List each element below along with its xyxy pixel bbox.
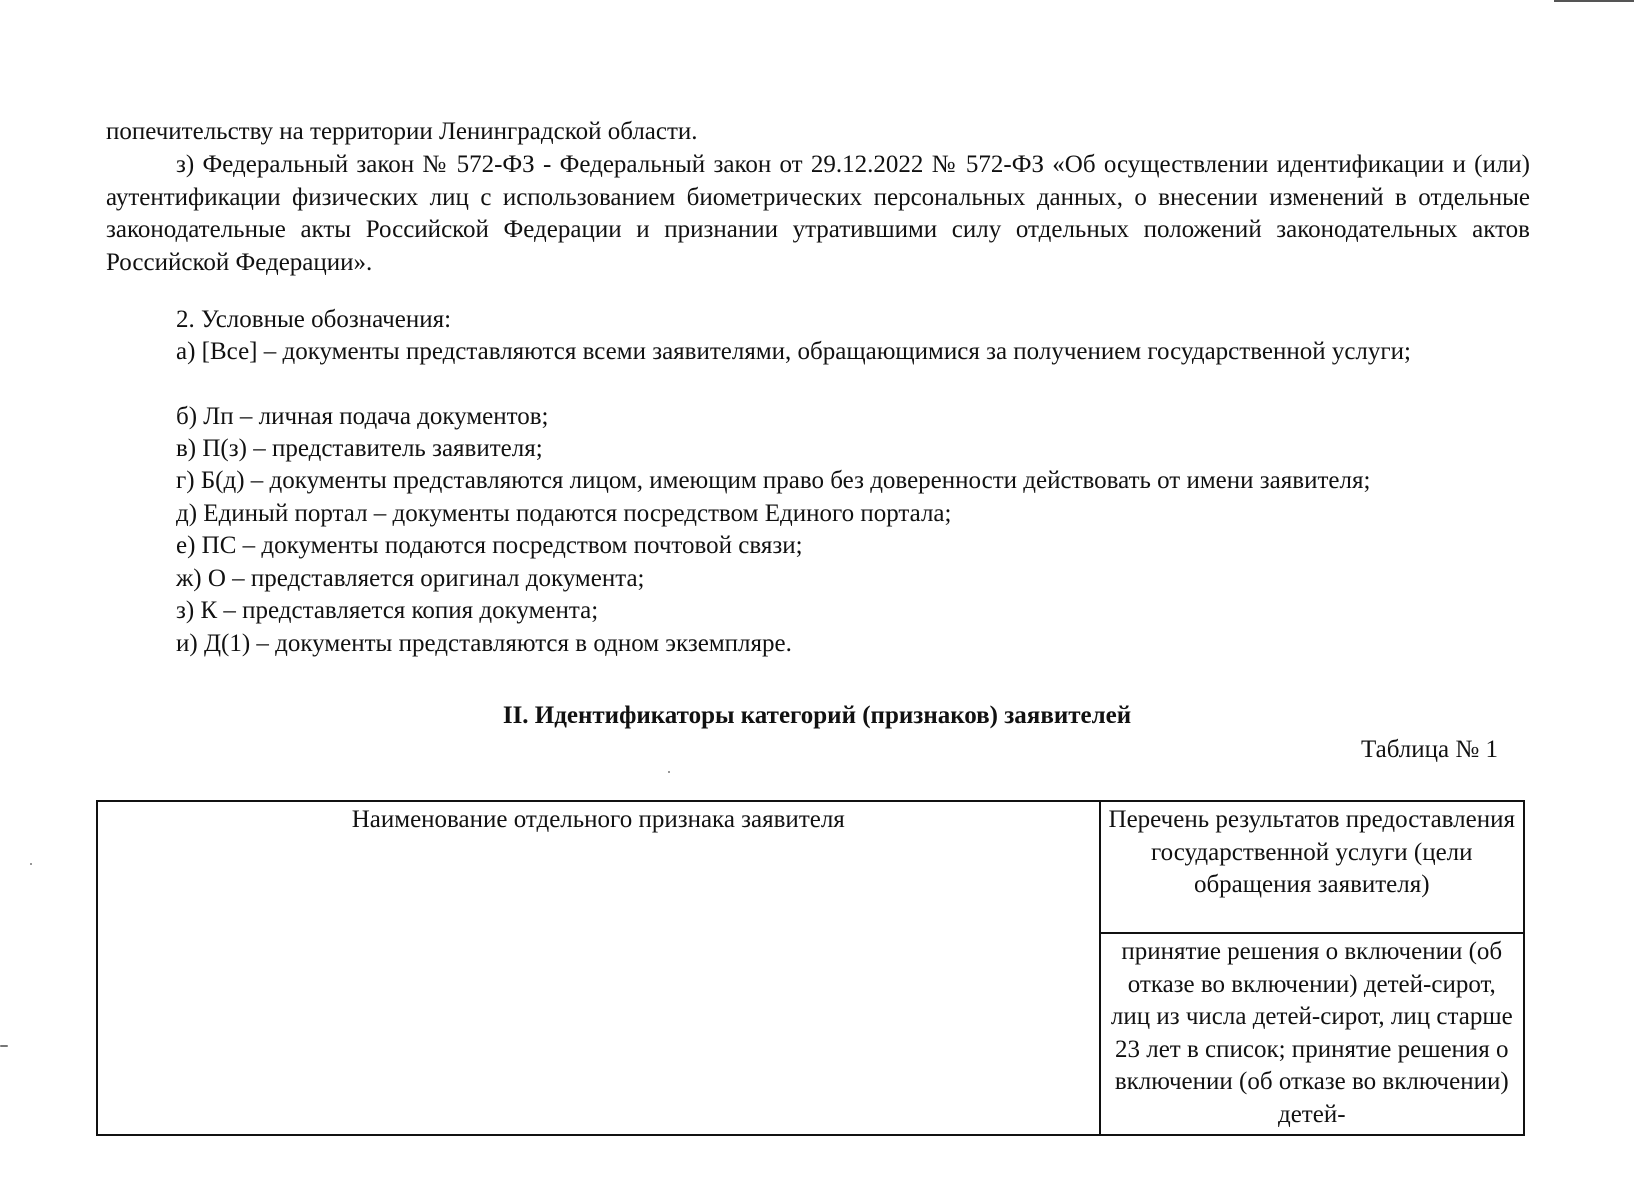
- legend-item-z: з) К – представляется копия документа;: [176, 597, 599, 624]
- legend-item-v: в) П(з) – представитель заявителя;: [176, 435, 543, 462]
- legend-item-a: а) [Все] – документы представляются всеми заявителями, обращающимися за получением государственной услуги;: [176, 338, 1411, 365]
- table-header-feature-name: Наименование отдельного признака заявителя: [97, 801, 1100, 1135]
- section-title: II. Идентификаторы категорий (признаков) заявителей: [502, 702, 1132, 729]
- table-row: [97, 801, 1524, 933]
- paragraph-law-572: з) Федеральный закон № 572-ФЗ - Федеральный закон от 29.12.2022 № 572-ФЗ «Об осуществлении идентификации и (или) аутентификации физических лиц с использованием биометрических персональных данных, о внесении изменений в отдельные законодательные акты Российской Федерации и признании утратившими силу отдельных положений законодательных актов Российской Федерации».: [106, 151, 1530, 276]
- scan-edge-mark: [1554, 0, 1634, 2]
- table-cell-results-text: принятие решения о включении (об отказе во включении) детей-сирот, лиц из числа детей-сирот, лиц старше 23 лет в список; принятие решения о включении (об отказе во включении) детей-: [1110, 938, 1513, 1128]
- legend-item-b: б) Лп – личная подача документов;: [176, 403, 549, 430]
- scan-speck: [30, 863, 32, 865]
- legend-item-i: и) Д(1) – документы представляются в одном экземпляре.: [176, 630, 792, 657]
- scan-speck: [668, 771, 670, 773]
- paragraph-continuation: попечительству на территории Ленинградской области.: [106, 118, 698, 145]
- applicant-identifiers-table: [96, 800, 1525, 1136]
- legend-item-g: г) Б(д) – документы представляются лицом, имеющим право без доверенности действовать от имени заявителя;: [176, 467, 1371, 494]
- legend-item-d: д) Единый портал – документы подаются посредством Единого портала;: [176, 500, 952, 527]
- scan-speck: [0, 1045, 8, 1047]
- table-number: Таблица № 1: [1360, 736, 1498, 763]
- table-header-results-list: Перечень результатов предоставления государственной услуги (цели обращения заявителя): [1100, 801, 1524, 933]
- legend-item-zh: ж) О – представляется оригинал документа;: [176, 565, 645, 592]
- legend-heading: 2. Условные обозначения:: [176, 306, 452, 333]
- table-cell: [1100, 933, 1524, 1135]
- legend-item-e: е) ПС – документы подаются посредством почтовой связи;: [176, 532, 803, 559]
